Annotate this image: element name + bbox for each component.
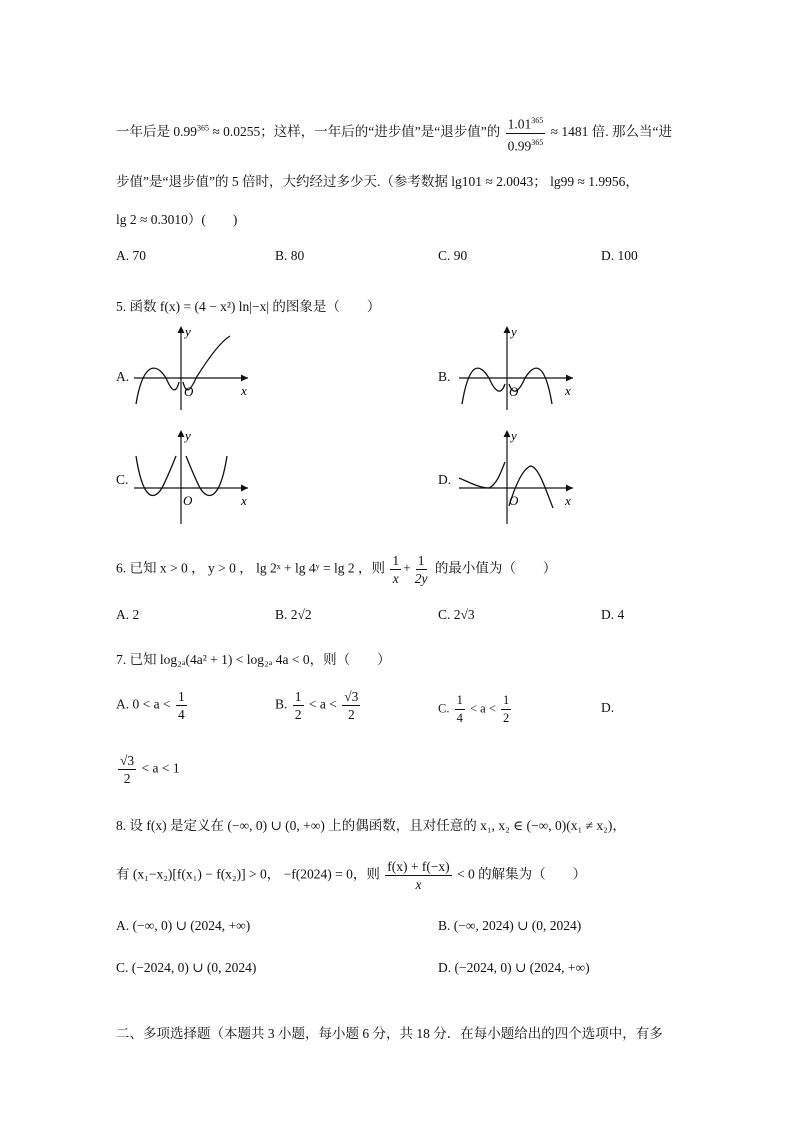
q4-option-a[interactable]: A. 70: [116, 248, 146, 263]
q7-option-a[interactable]: [116, 688, 189, 723]
q7-a-pre: A. 0 < a <: [116, 696, 171, 712]
q5-graph-b[interactable]: [455, 322, 580, 412]
q4-line1-pre: 一年后是 0.99: [116, 124, 197, 140]
q4-line1-post: ≈ 1481 倍. 那么当“进: [550, 124, 673, 140]
curve-left: [136, 456, 176, 496]
q7-c-frac-2: [501, 692, 511, 727]
q7-stem: 7. 已知 log₂ₐ(4a² + 1) < log₂ₐ 4a < 0，则（ ）: [116, 652, 391, 667]
y-arrow-icon: [504, 430, 511, 437]
q7-b-frac-1: [293, 688, 304, 723]
q6-frac-1: [390, 552, 401, 587]
q4-frac-num: 1.01: [507, 116, 532, 132]
x-label: x: [241, 493, 247, 508]
y-arrow-icon: [504, 326, 511, 333]
q6-stem: [116, 552, 556, 587]
q4-line1: [116, 112, 672, 154]
q5-option-d[interactable]: D.: [438, 472, 452, 487]
q4-line1-mid: ≈ 0.0255；这样，一年后的“进步值”是“退步值”的: [209, 124, 501, 140]
q8-line1: 8. 设 f(x) 是定义在 (−∞, 0) ∪ (0, +∞) 上的偶函数，且对任意的 x₁, x₂ ∈ (−∞, 0)(x₁ ≠ x₂)，: [116, 818, 626, 833]
curve-right: [186, 456, 227, 496]
curve-left: [459, 462, 505, 488]
q7-b-d2: 2: [347, 707, 355, 722]
q4-line2: 步值”是“退步值”的 5 倍时，大约经过多少天.（参考数据 lg101 ≈ 2.0043； lg99 ≈ 1.9956，: [116, 174, 639, 189]
y-label: y: [185, 324, 191, 339]
q4-line3: lg 2 ≈ 0.3010）( ): [116, 212, 238, 227]
curve-left: [462, 368, 505, 404]
q7-b-n2: √3: [344, 689, 359, 704]
q5-graph-c[interactable]: [128, 426, 253, 526]
q8-frac-num: f(x) + f(−x): [387, 859, 450, 874]
q7-d-den: 2: [123, 771, 131, 786]
q7-c-d1: 4: [456, 711, 463, 725]
q4-frac-den-exp: 365: [531, 137, 544, 147]
q5-graph-d[interactable]: [455, 426, 580, 526]
q8-option-c[interactable]: C. (−2024, 0) ∪ (0, 2024): [116, 960, 257, 975]
x-label: x: [241, 383, 247, 398]
q6-f1-num: 1: [392, 553, 400, 568]
q8-line2-post: < 0 的解集为（ ）: [457, 866, 587, 882]
q7-d-num: √3: [120, 753, 135, 768]
x-arrow-icon: [241, 375, 248, 382]
origin-label: O: [509, 493, 519, 508]
q7-d-frac: [118, 752, 136, 787]
y-arrow-icon: [178, 430, 185, 437]
q7-c-n1: 1: [455, 692, 465, 710]
q7-a-den: 4: [177, 707, 185, 722]
q7-b-n1: 1: [294, 689, 302, 704]
q6-f2-num: 1: [417, 553, 425, 568]
q5-option-c[interactable]: C.: [116, 472, 129, 487]
q7-b-mid: < a <: [308, 696, 337, 712]
x-label: x: [565, 383, 571, 398]
q8-option-a[interactable]: A. (−∞, 0) ∪ (2024, +∞): [116, 918, 251, 933]
q6-f2-den: 2y: [414, 571, 428, 586]
q6-plus: +: [403, 560, 411, 576]
origin-label: O: [184, 384, 194, 399]
q6-option-c[interactable]: C. 2√3: [438, 607, 475, 622]
q6-frac-2: [413, 552, 430, 587]
q4-frac-den: 0.99: [507, 138, 532, 153]
q7-d-post: < a < 1: [141, 760, 180, 776]
q6-option-a[interactable]: A. 2: [116, 607, 140, 622]
q7-b-frac-2: [342, 688, 360, 723]
x-label: x: [565, 493, 571, 508]
q7-c-d2: 2: [503, 711, 510, 725]
x-arrow-icon: [566, 485, 573, 492]
origin-label: O: [183, 493, 193, 508]
q4-option-b[interactable]: B. 80: [275, 248, 305, 263]
q7-c-mid: < a <: [469, 701, 496, 716]
q4-option-d[interactable]: D. 100: [601, 248, 638, 263]
curve-left: [136, 368, 179, 404]
q8-fraction: [385, 858, 451, 893]
q7-c-frac-1: [455, 692, 465, 727]
y-label: y: [511, 428, 517, 443]
q7-option-b[interactable]: [275, 688, 362, 723]
q5-graph-a[interactable]: [128, 322, 253, 412]
q4-option-c[interactable]: C. 90: [438, 248, 468, 263]
q4-frac-num-exp: 365: [531, 116, 544, 125]
q7-b-pre: B.: [275, 696, 288, 712]
q5-option-b[interactable]: B.: [438, 369, 451, 384]
x-arrow-icon: [241, 485, 248, 492]
q6-option-d[interactable]: D. 4: [601, 607, 625, 622]
section-2-heading: 二、多项选择题（本题共 3 小题，每小题 6 分，共 18 分．在每小题给出的四个选项中，有多: [116, 1026, 663, 1041]
q8-line2: [116, 858, 586, 893]
q7-b-d1: 2: [294, 707, 302, 722]
q4-fraction: [506, 112, 546, 154]
curve-right: [183, 336, 230, 390]
q7-option-c[interactable]: [438, 692, 513, 727]
y-label: y: [185, 428, 191, 443]
q8-line2-pre: 有 (x₁−x₂)[f(x₁) − f(x₂)] > 0， −f(2024) = 0，则: [116, 866, 380, 882]
q5-stem: 5. 函数 f(x) = (4 − x²) ln|−x| 的图象是（ ）: [116, 299, 381, 314]
x-arrow-icon: [566, 375, 573, 382]
q8-option-b[interactable]: B. (−∞, 2024) ∪ (0, 2024): [438, 918, 582, 933]
y-arrow-icon: [178, 326, 185, 333]
q7-c-pre: C.: [438, 701, 450, 716]
q7-a-frac: [176, 688, 187, 723]
q6-stem-pre: 6. 已知 x > 0 ， y > 0 ， lg 2ˣ + lg 4ʸ = lg 2 ，则: [116, 560, 385, 576]
q6-option-b[interactable]: B. 2√2: [275, 607, 312, 622]
q6-f1-den: x: [392, 571, 399, 586]
q5-option-a[interactable]: A.: [116, 369, 130, 384]
y-label: y: [511, 324, 517, 339]
q7-c-n2: 1: [501, 692, 511, 710]
q8-frac-den: x: [415, 877, 422, 892]
q4-exp: 365: [197, 123, 209, 133]
q6-stem-post: 的最小值为（ ）: [434, 560, 557, 576]
q7-option-d-label[interactable]: D.: [601, 700, 615, 715]
q8-option-d[interactable]: D. (−2024, 0) ∪ (2024, +∞): [438, 960, 590, 975]
q7-option-d-value[interactable]: [116, 752, 180, 787]
q7-a-num: 1: [177, 689, 185, 704]
origin-label: O: [509, 384, 519, 399]
